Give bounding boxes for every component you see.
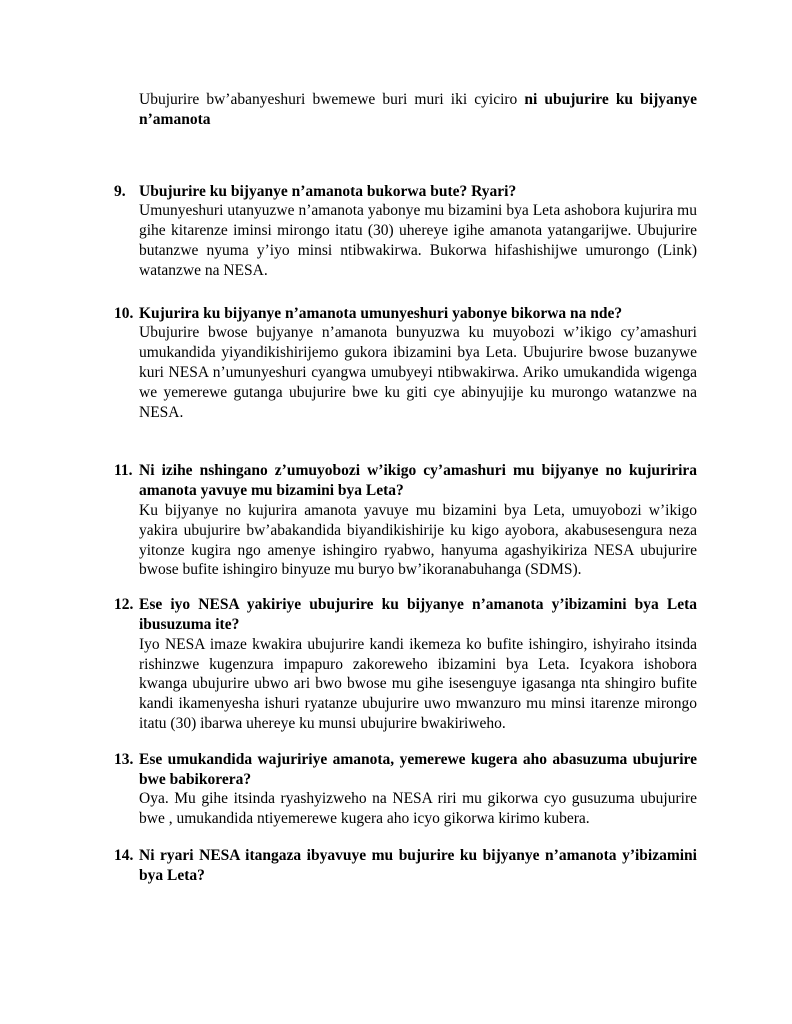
qa-number: 11. xyxy=(114,462,133,480)
qa-body xyxy=(139,750,697,829)
qa-answer: Ku bijyanye no kujurira amanota yavuye mu bizamini bya Leta, umuyobozi w’ikigo yakira ubujurire bw’abakandida biyandikishirije ku kigo ayobora, akabusesengura neza yitonze kugira ngo amenye ishingiro ryabwo, hanyuma agashyikiriza NESA ubujurire bwose bufite ishingiro binyuze mu buryo bw’ikoranabuhanga (SDMS). xyxy=(139,501,697,579)
faq-list xyxy=(114,182,697,886)
qa-number: 13. xyxy=(114,750,134,768)
intro-text-bold: ni ubujurire ku bijyanye n’amanota xyxy=(139,91,697,128)
faq-item xyxy=(114,750,697,829)
qa-question: Ubujurire ku bijyanye n’amanota bukorwa bute? Ryari? xyxy=(139,182,517,200)
qa-number: 14. xyxy=(114,846,134,864)
qa-body xyxy=(139,846,697,886)
intro-paragraph xyxy=(139,90,697,130)
qa-body xyxy=(139,304,697,423)
qa-number: 12. xyxy=(114,596,134,614)
faq-item xyxy=(114,461,697,580)
faq-item xyxy=(114,846,697,886)
intro-text-normal: Ubujurire bw’abanyeshuri bwemewe buri muri iki cyiciro xyxy=(139,91,525,108)
qa-answer: Iyo NESA imaze kwakira ubujurire kandi ikemeza ko bufite ishingiro, ishyiraho itsinda rishinzwe kugenzura impapuro zakoreweho ibizamini bya Leta. Icyakora ishobora kwanga ubujurire ubwo ari bwo bwose mu gihe isesenguye igasanga nta shingiro bufite kandi ikamenyesha ishuri ryatanze ubujurire uwo mwanzuro mu minsi itarenze mirongo itatu (30) ibarwa uhereye ku munsi ubujurire bwakiriweho. xyxy=(139,635,697,732)
qa-body xyxy=(139,595,697,734)
qa-number: 9. xyxy=(114,182,126,200)
qa-body xyxy=(139,182,697,281)
qa-question: Ese iyo NESA yakiriye ubujurire ku bijyanye n’amanota y’ibizamini bya Leta ibusuzuma ite? xyxy=(139,596,697,633)
qa-question: Ese umukandida wajuririye amanota, yemerewe kugera aho abasuzuma ubujurire bwe babikorera? xyxy=(139,750,697,788)
qa-answer: Oya. Mu gihe itsinda ryashyizweho na NESA riri mu gikorwa cyo gusuzuma ubujurire bwe , umukandida ntiyemerewe kugera aho icyo gikorwa kirimo kubera. xyxy=(139,790,697,828)
faq-item xyxy=(114,595,697,734)
qa-question: Kujurira ku bijyanye n’amanota umunyeshuri yabonye bikorwa na nde? xyxy=(139,304,623,322)
qa-question: Ni ryari NESA itangaza ibyavuye mu bujurire ku bijyanye n’amanota y’ibizamini bya Leta? xyxy=(139,846,697,884)
faq-item xyxy=(114,304,697,423)
qa-answer: Ubujurire bwose bujyanye n’amanota bunyuzwa ku muyobozi w’ikigo cy’amashuri umukandida yiyandikishirijemo gukora ibizamini bya Leta. Ubujurire bwose buzanywe kuri NESA n’umunyeshuri cyangwa umubyeyi ntibwakirwa. Ariko umukandida wigenga we yemerewe gutanga ubujurire bwe ku giti cye abinyujije ku murongo watanzwe na NESA. xyxy=(139,324,697,421)
qa-question: Ni izihe nshingano z’umuyobozi w’ikigo cy’amashuri mu bijyanye no kujuririra amanota yavuye mu bizamini bya Leta? xyxy=(139,462,697,500)
document-content xyxy=(114,90,697,886)
qa-answer: Umunyeshuri utanyuzwe n’amanota yabonye mu bizamini bya Leta ashobora kujurira mu gihe kitarenze iminsi mirongo itatu (30) uhereye igihe amanota yatangarijwe. Ubujurire butanzwe nyuma y’iyo minsi ntibwakirwa. Bukorwa hifashishijwe umurongo (Link) watanzwe na NESA. xyxy=(139,202,697,279)
qa-body xyxy=(139,461,697,580)
qa-number: 10. xyxy=(114,304,134,322)
faq-item xyxy=(114,182,697,281)
